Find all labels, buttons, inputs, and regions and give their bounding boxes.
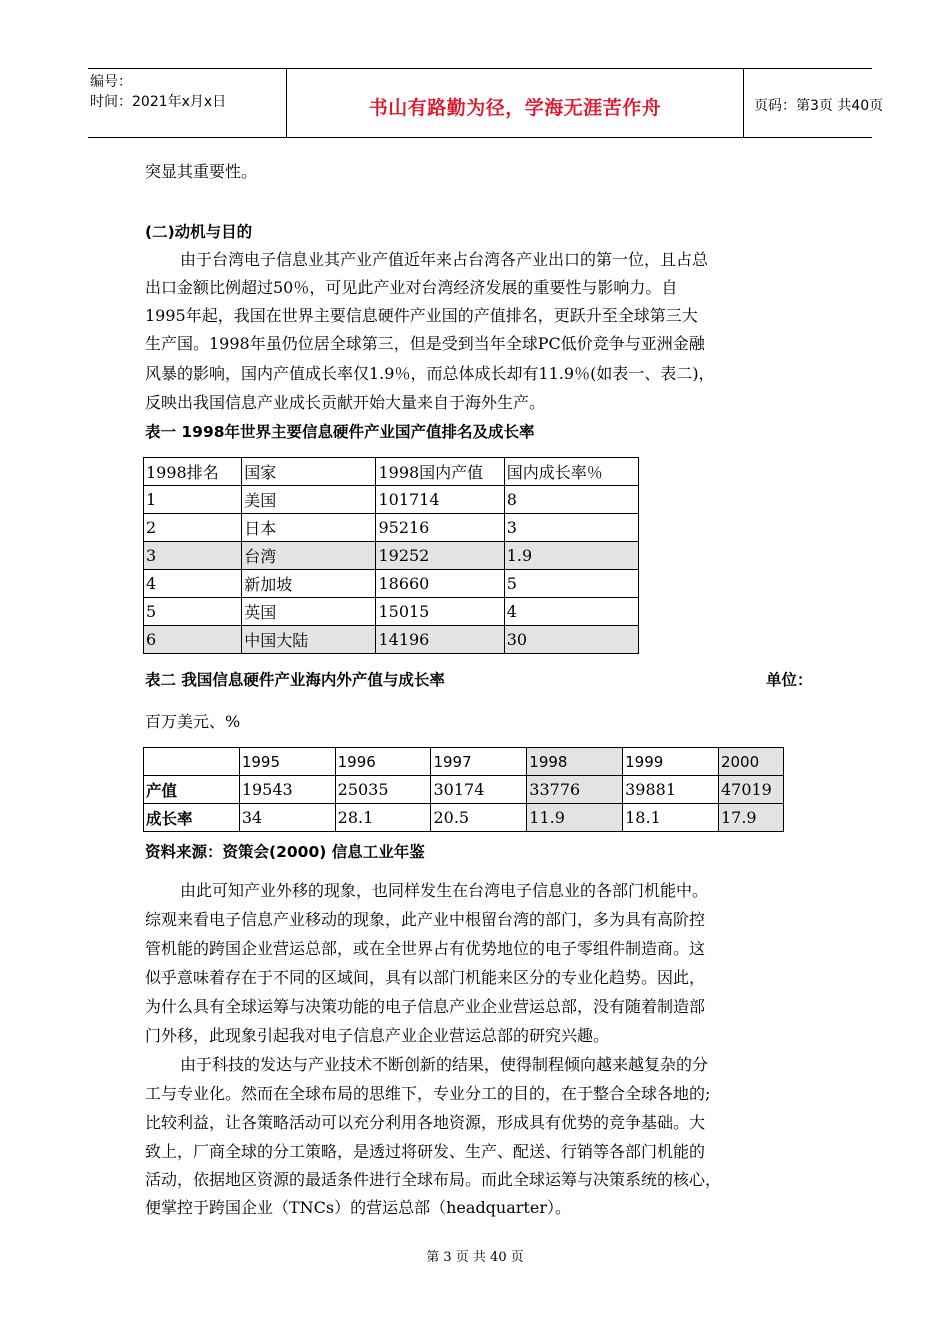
table2-unit: 百万美元、% [145,712,241,731]
para1-line: 反映出我国信息产业成长贡献开始大量来自于海外生产。 [145,393,546,412]
table-row [144,570,639,598]
table1-cell: 美国 [242,486,376,514]
para2-line: 管机能的跨国企业营运总部，或在全世界占有优势地位的电子零组件制造商。这 [145,939,706,958]
header-motto-cell [286,69,744,137]
page-footer: 第 3 页 共 40 页 [426,1250,524,1265]
table-row [144,486,639,514]
table1-header-row [144,458,639,486]
table1-cell: 中国大陆 [242,626,376,654]
table2-cell: 19543 [239,776,335,804]
table1-cell: 2 [144,514,242,542]
table1-header-cell: 国家 [242,458,376,486]
table2-cell: 28.1 [335,804,431,832]
table2-row-label: 产值 [144,776,240,804]
table2-cell: 25035 [335,776,431,804]
table1-cell: 6 [144,626,242,654]
time-label: 时间：2021年x月x日 [90,94,227,110]
table1-cell: 19252 [376,542,504,570]
para3-line: 致上，厂商全球的分工策略，是透过将研发、生产、配送、行销等各部门机能的 [145,1142,706,1161]
table2-corner-cell [144,748,240,776]
table2-caption: 表二 我国信息硬件产业海内外产值与成长率 [145,671,445,689]
para3-line: 便掌控于跨国企业（TNCs）的营运总部（headquarter）。 [145,1198,571,1217]
para2-line: 综观来看电子信息产业移动的现象，此产业中根留台湾的部门，多为具有高阶控 [145,910,706,929]
table1-cell: 英国 [242,598,376,626]
table2-year-cell: 2000 [718,748,783,776]
table2-cell: 30174 [431,776,527,804]
table1-cell: 14196 [376,626,504,654]
table-row [144,598,639,626]
para3-line: 工与专业化。然而在全球布局的思维下，专业分工的目的，在于整合全球各地的; [145,1084,711,1103]
table1-cell: 新加坡 [242,570,376,598]
table1-cell: 8 [504,486,638,514]
table1-cell: 18660 [376,570,504,598]
para1-line: 风暴的影响，国内产值成长率仅1.9％，而总体成长却有11.9％(如表一、表二)， [145,364,715,383]
table2-year-cell: 1996 [335,748,431,776]
header-meta [88,69,286,137]
para3-line: 比较利益，让各策略活动可以充分利用各地资源，形成具有优势的竞争基础。大 [145,1113,706,1132]
table2-cell: 33776 [527,776,623,804]
table2-year-cell: 1999 [623,748,719,776]
table1-cell: 1 [144,486,242,514]
para1-line: 由于台湾电子信息业其产业产值近年来占台湾各产业出口的第一位，且占总 [180,250,709,269]
table1-cell: 4 [144,570,242,598]
section-heading: (二)动机与目的 [145,223,253,241]
table-row [144,776,784,804]
table1-cell: 5 [504,570,638,598]
table2-year-cell: 1998 [527,748,623,776]
para3-line: 活动，依据地区资源的最适条件进行全球布局。而此全球运筹与决策系统的核心， [145,1170,722,1189]
table1-header-cell: 1998排名 [144,458,242,486]
para1-line: 出口金额比例超过50％，可见此产业对台湾经济发展的重要性与影响力。自 [145,278,678,297]
table1-caption: 表一 1998年世界主要信息硬件产业国产值排名及成长率 [145,423,535,441]
para1-line: 1995年起，我国在世界主要信息硬件产业国的产值排名，更跃升至全球第三大 [145,306,698,325]
table2-cell: 20.5 [431,804,527,832]
table-row [144,542,639,570]
table2-cell: 18.1 [623,804,719,832]
table1-cell: 3 [504,514,638,542]
table1-cell: 15015 [376,598,504,626]
table1-cell: 4 [504,598,638,626]
table2-cell: 11.9 [527,804,623,832]
header-page-info: 页码：第3页 共40页 [754,98,884,114]
source-note: 资料来源：资策会(2000) 信息工业年鉴 [145,843,425,861]
table1-cell: 3 [144,542,242,570]
para2-line: 为什么具有全球运筹与决策功能的电子信息产业企业营运总部，没有随着制造部 [145,997,706,1016]
table2-cell: 39881 [623,776,719,804]
table2 [143,747,784,832]
para1-line: 生产国。1998年虽仍位居全球第三，但是受到当年全球PC低价竞争与亚洲金融 [145,334,705,353]
para2-line: 由此可知产业外移的现象，也同样发生在台湾电子信息业的各部门机能中。 [180,881,709,900]
intro-line: 突显其重要性。 [145,162,258,181]
header-motto: 书山有路勤为径，学海无涯苦作舟 [368,97,662,119]
number-label: 编号： [90,74,132,90]
header-page-cell [744,69,884,137]
table-row [144,626,639,654]
page-header [88,68,884,138]
table2-year-cell: 1995 [239,748,335,776]
table1-cell: 30 [504,626,638,654]
table1-cell: 日本 [242,514,376,542]
table-row [144,514,639,542]
table2-unit-label: 单位： [766,671,813,689]
table-row [144,804,784,832]
table2-row-label: 成长率 [144,804,240,832]
table2-year-cell: 1997 [431,748,527,776]
para2-line: 似乎意味着存在于不同的区域间，具有以部门机能来区分的专业化趋势。因此， [145,968,706,987]
table1-cell: 101714 [376,486,504,514]
table1-header-cell: 1998国内产值 [376,458,504,486]
table1-cell: 1.9 [504,542,638,570]
table2-cell: 17.9 [718,804,783,832]
table2-header-row [144,748,784,776]
table1-cell: 台湾 [242,542,376,570]
para2-line: 门外移，此现象引起我对电子信息产业企业营运总部的研究兴趣。 [145,1026,610,1045]
table1-cell: 5 [144,598,242,626]
para3-line: 由于科技的发达与产业技术不断创新的结果，使得制程倾向越来越复杂的分 [180,1055,709,1074]
table1-cell: 95216 [376,514,504,542]
table2-cell: 47019 [718,776,783,804]
table1-header-cell: 国内成长率％ [504,458,638,486]
table2-cell: 34 [239,804,335,832]
table1 [143,457,639,654]
